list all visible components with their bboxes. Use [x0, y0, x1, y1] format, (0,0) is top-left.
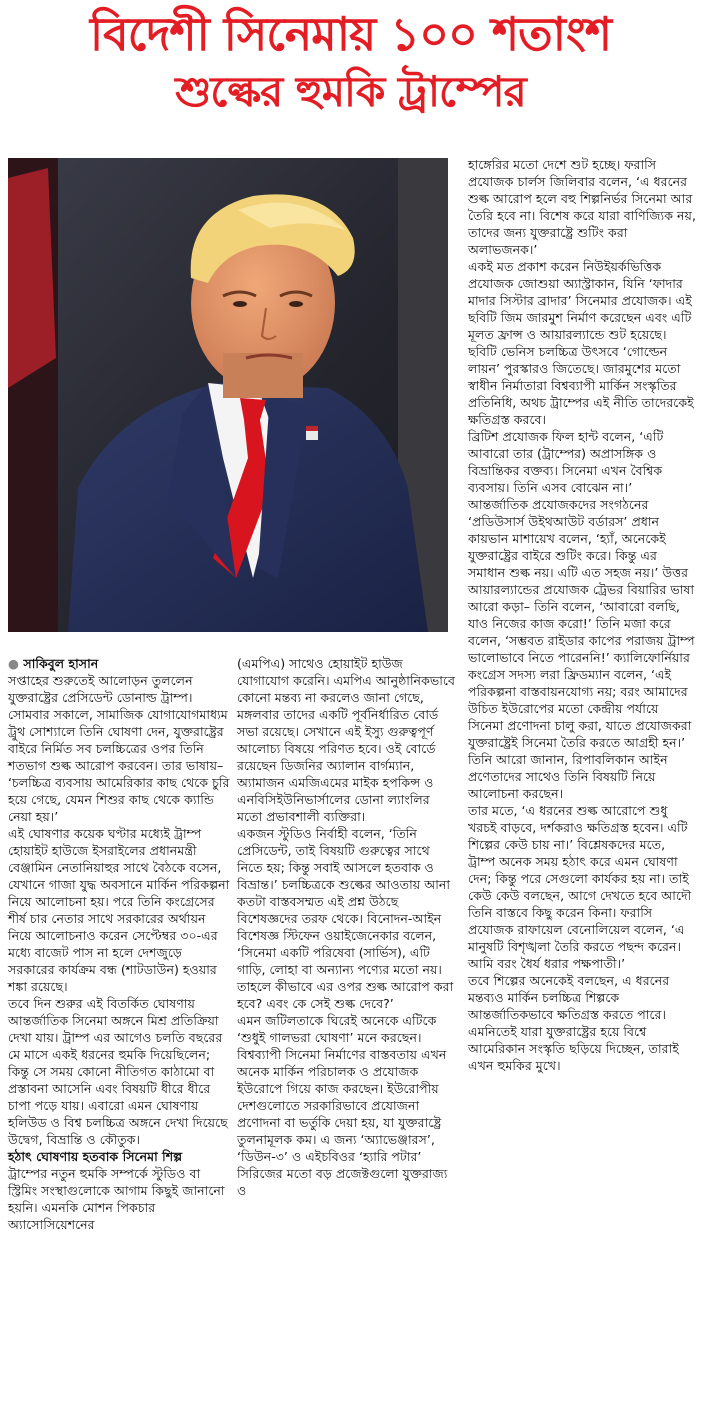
paragraph: একজন স্টুডিও নির্বাহী বলেন, ‘তিনি প্রেসিডেন্ট, তাই বিষয়টি গুরুত্বের সাথে নিতে হয়; কিন্তু সবাই আসলে হতবাক ও বিভ্রান্ত।’ চলচ্চিত্রকে শুল্কের আওতায় আনা কতটা বাস্তবসম্মত এই প্রশ্ন উঠছে বিশেষজ্ঞদের তরফ থেকে। বিনোদন-আইন বিশেষজ্ঞ স্টিফেন ওয়াইজেনেকার বলেন, ‘সিনেমা একটি পরিষেবা (সার্ভিস), এটি গাড়ি, লোহা বা অন্যান্য পণ্যের মতো নয়। তাহলে কীভাবে এর ওপর শুল্ক আরোপ করা হবে? এবং কে সেই শুল্ক দেবে?’: [237, 826, 454, 1011]
paragraph: তবে দিন শুরুর এই বিতর্কিত ঘোষণায় আন্তর্জাতিক সিনেমা অঙ্গনে মিশ্র প্রতিক্রিয়া দেখা যায়। ট্রাম্প এর আগেও চলতি বছরের মে মাসে একই ধরনের হুমকি দিয়েছিলেন; কিন্তু সে সময় কোনো নীতিগত কাঠামো বা প্রস্তাবনা আসেনি এবং বিষয়টি ধীরে ধীরে চাপা পড়ে যায়। এবারো এমন ঘোষণায় হলিউড ও বিশ্ব চলচ্চিত্র অঙ্গনে দেখা দিয়েছে উদ্বেগ, বিভ্রান্তি ও কৌতুক।: [8, 996, 228, 1147]
paragraph: এমন জটিলতাকে ঘিরেই অনেকে এটিকে ‘শুধুই গালভরা ঘোষণা’ মনে করছেন।: [237, 1013, 437, 1045]
paragraph: (এমপিএ) সাথেও হোয়াইট হাউজ যোগাযোগ করেনি। এমপিএ আনুষ্ঠানিকভাবে কোনো মন্তব্য না করলেও জানা গেছে, মঙ্গলবার তাদের একটি পূর্বনির্ধারিত বোর্ড সভা রয়েছে। সেখানে এই ইস্যু গুরুত্বপূর্ণ আলোচ্য বিষয়ে পরিণত হবে। ওই বোর্ডে রয়েছেন ডিজনির অ্যালান বার্গম্যান, অ্যামাজন এমজিএমের মাইক হপকিন্স ও এনবিসিইউনিভার্সালের ডোনা ল্যাংলির মতো প্রভাবশালী ব্যক্তিরা।: [237, 656, 455, 824]
paragraph: ট্রাম্পের নতুন হুমকি সম্পর্কে স্টুডিও বা স্ট্রিমিং সংস্থাগুলোকে আগাম কিছুই জানানো হয়নি। এমনকি মোশন পিকচার অ্যাসোসিয়েশনের: [8, 1166, 225, 1232]
bullet-icon: ●: [8, 656, 24, 671]
headline: [0, 4, 701, 120]
headline-line-2: শুল্কের হুমকি ট্রাম্পের: [175, 67, 526, 116]
paragraph: তবে শিল্পের অনেকেই বলছেন, এ ধরনের মন্তব্যও মার্কিন চলচ্চিত্র শিল্পকে আন্তর্জাতিকভাবে ক্ষতিগ্রস্ত করতে পারে। এমনিতেই যারা যুক্তরাষ্ট্রের হয়ে বিশ্বে আমেরিকান সংস্কৃতি ছড়িয়ে দিচ্ছেন, তারাই এখন হুমকির মুখে।: [468, 973, 679, 1073]
paragraph: ব্রিটিশ প্রযোজক ফিল হান্ট বলেন, ‘এটি আবারো তার (ট্রাম্পের) অপ্রাসঙ্গিক ও বিভ্রান্তিকর বক্তব্য। সিনেমা এখন বৈশ্বিক ব্যবসায়। তিনি এসব বোঝেন না।’: [468, 429, 664, 495]
news-photo: [8, 158, 448, 632]
subheading: হঠাৎ ঘোষণায় হতবাক সিনেমা শিল্প: [8, 1149, 183, 1164]
trump-portrait-illustration: [8, 158, 448, 632]
paragraph: সপ্তাহের শুরুতেই আলোড়ন তুললেন যুক্তরাষ্ট্রের প্রেসিডেন্ট ডোনাল্ড ট্রাম্প। সোমবার সকালে, সামাজিক যোগাযোগমাধ্যম ট্রুথ সোশ্যালে তিনি ঘোষণা দেন, যুক্তরাষ্ট্রের বাইরে নির্মিত সব চলচ্চিত্রের ওপর তিনি শতভাগ শুল্ক আরোপ করবেন। তার ভাষায়– ‘চলচ্চিত্র ব্যবসায় আমেরিকার কাছ থেকে চুরি হয়ে গেছে, যেমন শিশুর কাছ থেকে ক্যান্ডি নেয়া হয়।’: [8, 673, 230, 824]
article-column-2: [237, 655, 455, 1199]
paragraph: হাঙ্গেরির মতো দেশে শুট হচ্ছে। ফরাসি প্রযোজক চার্লস জিলিবার বলেন, ‘এ ধরনের শুল্ক আরোপ হলে বহু শিল্পনির্ভর সিনেমা আর তৈরি হবে না। বিশেষ করে যারা বাণিজ্যিক নয়, তাদের জন্য যুক্তরাষ্ট্রে শুটিং করা অলাভজনক।’: [468, 157, 696, 257]
paragraph: একই মত প্রকাশ করেন নিউইয়র্কভিত্তিক প্রযোজক জোশুয়া অ্যাস্ট্রাকান, যিনি ‘ফাদার মাদার সিস্টার ব্রাদার’ সিনেমার প্রযোজক। এই ছবিটি জিম জারমুশ নির্মাণ করেছেন এবং এটি মূলত ফ্রান্স ও আয়ারল্যান্ডে শুট হয়েছে। ছবিটি ভেনিস চলচ্চিত্র উৎসবে ‘গোল্ডেন লায়ন’ পুরস্কারও জিতেছে। জারমুশের মতো স্বাধীন নির্মাতারা বিশ্বব্যাপী মার্কিন সংস্কৃতির প্রতিনিধি, অথচ ট্রাম্পের এই নীতি তাদেরকেই ক্ষতিগ্রস্ত করবে।: [468, 259, 694, 427]
paragraph: তার মতে, ‘এ ধরনের শুল্ক আরোপে শুধু খরচই বাড়বে, দর্শকরাও ক্ষতিগ্রস্ত হবেন। এটি শিল্পের কেউ চায় না।’ বিশ্লেষকদের মতে, ট্রাম্প অনেক সময় হঠাৎ করে এমন ঘোষণা দেন; কিন্তু পরে সেগুলো কার্যকর হয় না। তাই কেউ কেউ বলছেন, আগে দেখতে হবে আদৌ তিনি বাস্তবে কিছু করেন কিনা। ফরাসি প্রযোজক রাফায়েল বেনোলিয়েল বলেন, ‘এ মানুষটি বিশৃঙ্খলা তৈরি করতে পছন্দ করেন। আমি বরং ধৈর্য ধরার পক্ষপাতী।’: [468, 803, 692, 971]
paragraph: আন্তর্জাতিক প্রযোজকদের সংগঠনের ‘প্রডিউসার্স উইথআউট বর্ডারস’ প্রধান কায়ভান মাশায়েখ বলেন, ‘হ্যাঁ, অনেকেই যুক্তরাষ্ট্রের বাইরে শুটিং করে। কিন্তু এর সমাধান শুল্ক নয়। এটি এত সহজ নয়।’ উত্তর আয়ারল্যান্ডের প্রযোজক ট্রেভর বিয়ারির ভাষা আরো কড়া– তিনি বলেন, ‘আবারো বলছি, যাও নিজের কাজ করো!’ তিনি মজা করে বলেন, ‘সম্ভবত রাইডার কাপের পরাজয় ট্রাম্প ভালোভাবে নিতে পারেননি!’ ক্যালিফোর্নিয়ার কংগ্রেস সদস্য লরা ফ্রিডম্যান বলেন, ‘এই পরিকল্পনা বাস্তবায়নযোগ্য নয়; বরং আমাদের উচিত ইউরোপের মতো কেন্দ্রীয় পর্যায়ে সিনেমা প্রণোদনা চালু করা, যাতে প্রযোজকরা যুক্তরাষ্ট্রেই সিনেমা তৈরি করতে আগ্রহী হন।’ তিনি আরো জানান, রিপাবলিকান আইন প্রণেতাদের সাথেও তিনি বিষয়টি নিয়ে আলোচনা করছেন।: [468, 497, 695, 801]
headline-line-1: বিদেশী সিনেমায় ১০০ শতাংশ: [89, 7, 612, 61]
article-column-3: [468, 156, 696, 1074]
article-column-1: [8, 655, 230, 1233]
paragraph: এই ঘোষণার কয়েক ঘণ্টার মধ্যেই ট্রাম্প হোয়াইট হাউজে ইসরাইলের প্রধানমন্ত্রী বেঞ্জামিন নেতানিয়াহুর সাথে বৈঠকে বসেন, যেখানে গাজা যুদ্ধ অবসানে মার্কিন পরিকল্পনা নিয়ে আলোচনা হয়। পরে তিনি কংগ্রেসের শীর্ষ চার নেতার সাথে সরকারের অর্থায়ন নিয়ে আলোচনাও করেন সেপ্টেম্বর ৩০-এর মধ্যে বাজেট পাস না হলে দেশজুড়ে সরকারের কার্যক্রম বন্ধ (শাটডাউন) হওয়ার শঙ্কা রয়েছে।: [8, 826, 230, 994]
byline-author: সাকিবুল হাসান: [23, 656, 99, 671]
paragraph: বিশ্বব্যাপী সিনেমা নির্মাণের বাস্তবতায় এখন অনেক মার্কিন পরিচালক ও প্রযোজক ইউরোপে গিয়ে কাজ করছেন। ইউরোপীয় দেশগুলোতে সরকারিভাবে প্রযোজনা প্রণোদনা বা ভর্তুকি দেয়া হয়, যা যুক্তরাষ্ট্রে তুলনামূলক কম। এ জন্য ‘অ্যাভেঞ্জারস’, ‘ডিউন-৩’ ও এইচবিওর ‘হ্যারি পটার’ সিরিজের মতো বড় প্রজেক্টগুলো যুক্তরাজ্য ও: [237, 1047, 448, 1198]
byline: [8, 655, 230, 672]
